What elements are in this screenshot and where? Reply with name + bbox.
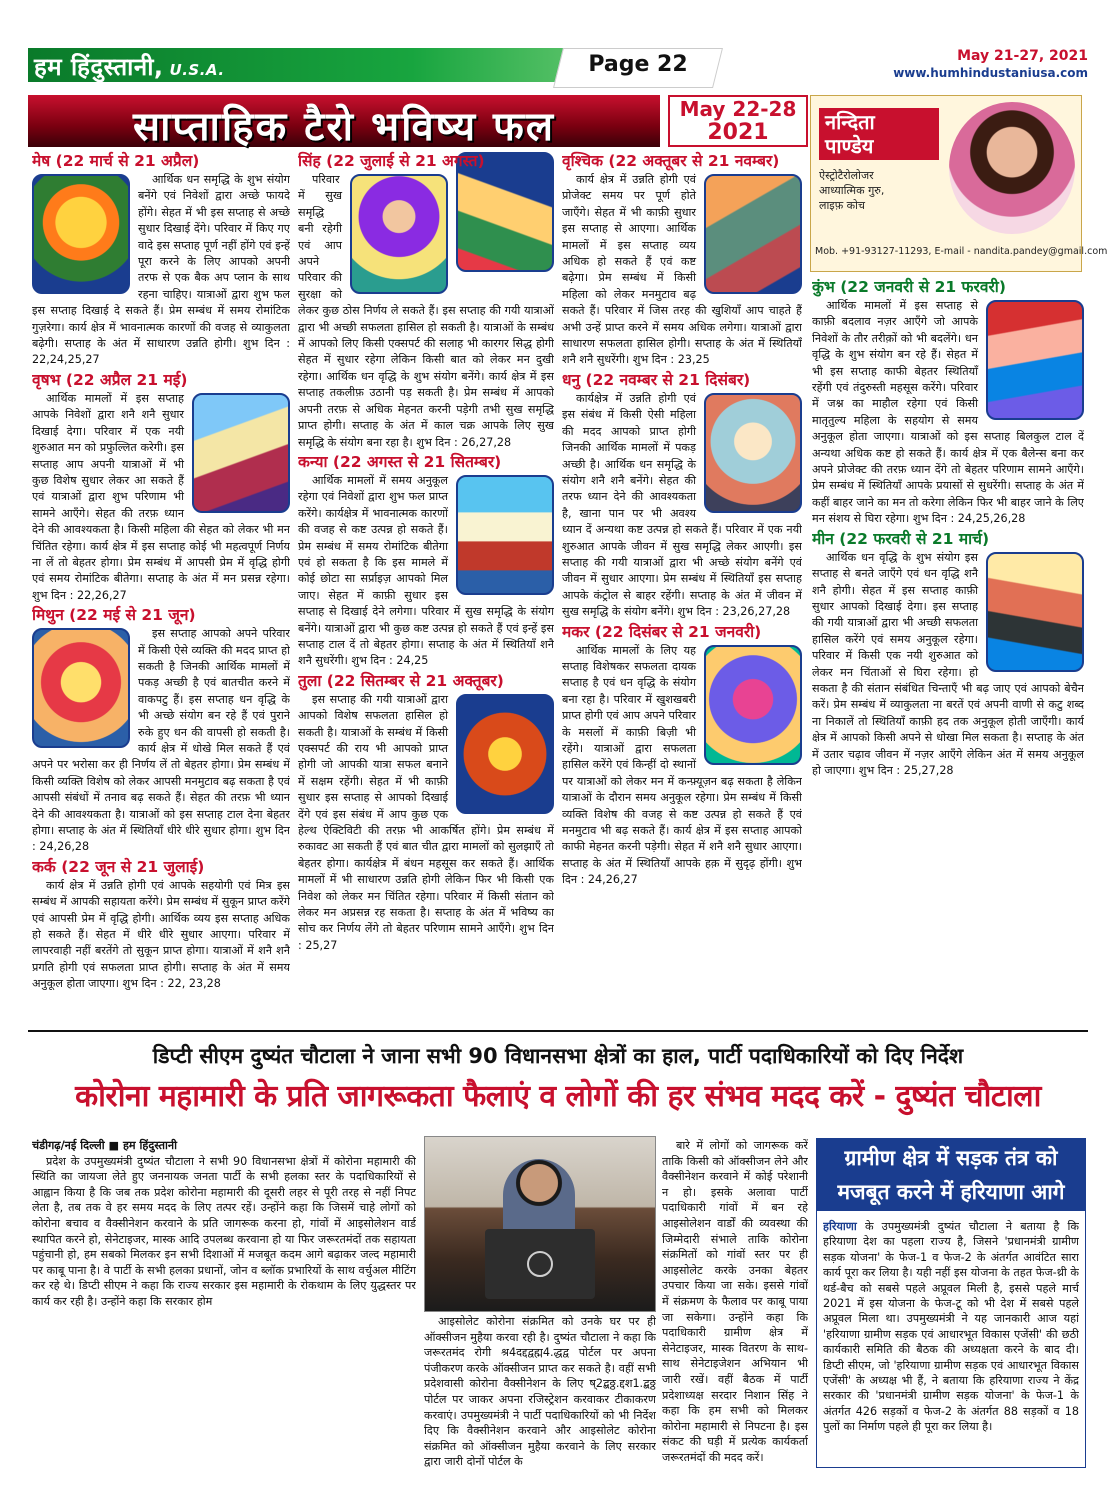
sign-text-kanya: आर्थिक मामलों में समय अनुकूल रहेगा एवं निवेशों द्वारा शुभ फल प्राप्त करेंगे। कार्यक्षेत्र में भावनात्मक कारणों की वजह से कष्ट उत्पन्न हो सकते हैं। प्रेम सम्बंध में समय रोमांटिक बीतेगा एवं हो सकता है कि इस मामले में कोई छोटा सा सर्प्राइज़ आपको मिल जाए। सेहत में काफ़ी सुधार इस सप्ताह से दिखाई देने लगेगा। परिवार में सुख समृद्धि के संयोग बनेंगे। यात्राओं द्वारा भी कुछ कष्ट उत्पन्न हो सकते हैं एवं इन्हें इस सप्ताह टाल दें तो बेहतर होगा। सप्ताह के अंत में स्थितियाँ शनै शनै सुधरेंगी। शुभ दिन : 24,25: [298, 473, 554, 668]
tarot-card-meen: [986, 552, 1084, 672]
photo-person: [503, 1159, 575, 1239]
news-kicker: डिप्टी सीएम दुष्यंत चौटाला ने जाना सभी 90 विधानसभा क्षेत्रों का हाल, पार्टी पदाधिकारियों को दिए निर्देश: [152, 1044, 964, 1068]
side-story-lead: हरियाणा: [823, 1220, 857, 1233]
author-last-name: पाण्डेय: [825, 134, 874, 158]
week-year: 2021: [707, 120, 769, 145]
sign-text-makar: आर्थिक मामलों के लिए यह सप्ताह विशेषकर सफलता दायक सप्ताह है एवं धन वृद्धि के संयोग बना रहा है। परिवार में खुशखबरी प्राप्त होगी एवं आप अपने परिवार के मसलों में काफ़ी बिज़ी भी रहेंगे। यात्राओं द्वारा सफलता हासिल करेंगे एवं किन्हीं दो स्थानों पर यात्राओं को लेकर मन में कन्फ़्यूज़न बढ़ सकता है लेकिन यात्राओं के दौरान समय अनुकूल रहेगा। प्रेम सम्बंध में किसी व्यक्ति विशेष की वजह से कष्ट उत्पन्न हो सकते हैं एवं मनमुटाव भी बढ़ सकते हैं। कार्य क्षेत्र में इस सप्ताह आपको काफी मेहनत करनी पड़ेगी। सेहत में शनै शनै सुधार आएगा। सप्ताह के अंत में स्थितियाँ आपके हक़ में सुदृढ़ होंगी। शुभ दिन : 24,26,27: [562, 643, 802, 887]
tarot-card-singh: [350, 174, 448, 294]
sign-text-vrishabh: आर्थिक मामलों में इस सप्ताह आपके निवेशों द्वारा शनै शनै सुधार दिखाई देगा। परिवार में एक नयी शुरुआत मन को प्रफुल्लित करेगी। इस सप्ताह आप अपनी यात्राओं में भी कुछ विशेष सुधार लेकर आ सकते हैं एवं यात्राओं द्वारा शुभ परिणाम भी सामने आएँगे। सेहत की तरफ़ ध्यान देने की आवश्यकता है। किसी महिला की सेहत को लेकर भी मन चिंतित रहेगा। कार्य क्षेत्र में इस सप्ताह कोई भी महत्वपूर्ण निर्णय ना लें तो बेहतर होगा। प्रेम सम्बंध में आपसी प्रेम में वृद्धि होगी एवं समय रोमांटिक बीतेगा। सप्ताह के अंत में मन प्रसन्न रहेगा। शुभ दिन : 22,26,27: [32, 391, 290, 602]
tarot-card-kanya: [456, 475, 554, 595]
sign-title-kanya: कन्या (22 अगस्त से 21 सितम्बर): [298, 452, 502, 471]
horoscope-column-2: [298, 150, 554, 1025]
website-link[interactable]: www.humhindustaniusa.com: [893, 66, 1088, 80]
author-contact: Mob. +91-93127-11293, E-mail - nandita.pandey@gmail.com: [815, 246, 1108, 257]
horoscope-column-3: [562, 150, 802, 1025]
author-name: [819, 108, 939, 160]
news-dateline: चंडीगढ़/नई दिल्ली ■ हम हिंदुस्तानी: [32, 1139, 178, 1152]
tarot-card-vrishabh: [192, 393, 290, 513]
author-first-name: नन्दिता: [825, 110, 875, 134]
sign-title-mesh: मेष (22 मार्च से 21 अप्रैल): [32, 152, 200, 170]
author-photo: [949, 102, 1075, 234]
sign-title-singh: सिंह (22 जुलाई से 21 अगस्त): [298, 152, 485, 170]
news-headline: कोरोना महामारी के प्रति जागरूकता फैलाएं व लोगों की हर संभव मदद करें - दुष्यंत चौटाला: [75, 1079, 1041, 1114]
tarot-card-mithun: [32, 628, 130, 748]
tarot-banner: [28, 95, 660, 150]
sign-title-kark: कर्क (22 जून से 21 जुलाई): [32, 857, 205, 876]
sign-text-singh: परिवार में सुख समृद्धि बनी रहेगी एवं आप अपने परिवार की सुरक्षा को लेकर कुछ ठोस निर्णय ले सकते हैं। इस सप्ताह की गयी यात्राओं द्वारा भी अच्छी सफलता हासिल हो सकती है। यात्राओं के सम्बंध में आपको लिए किसी एक्सपर्ट की सलाह भी कारगर सिद्ध होगी सेहत में सुधार रहेगा लेकिन किसी बात को लेकर मन दुखी रहेगा। आर्थिक धन वृद्धि के शुभ संयोग बनेंगे। कार्य क्षेत्र में इस सप्ताह तकलीफ़ उठानी पड़ सकती है। प्रेम सम्बंध में आपको अपनी तरफ़ से अधिक मेहनत करनी पड़ेगी तभी सुख समृद्धि प्राप्त होगी। सप्ताह के अंत में काल चक्र आपके लिए सुख समृद्धि के संयोग बना रहा है। शुभ दिन : 26,27,28: [298, 173, 554, 449]
sign-title-tula: तुला (22 सितम्बर से 21 अक्तूबर): [298, 671, 504, 690]
side-story-body: [823, 1219, 1079, 1465]
week-range: May 22-28: [679, 97, 797, 121]
sign-text-vrishchik: कार्य क्षेत्र में उन्नति होगी एवं प्रोजेक्ट समय पर पूर्ण होते जाएँगे। सेहत में भी काफ़ी सुधार इस सप्ताह से आएगा। आर्थिक मामलों में इस सप्ताह व्यय अधिक हो सकते हैं एवं कष्ट बढ़ेगा। प्रेम सम्बंध में किसी महिला को लेकर मनमुटाव बढ़ सकते हैं। परिवार में जिस तरह की खुशियाँ आप चाहते हैं अभी उन्हें प्राप्त करने में समय अधिक लगेगा। यात्राओं द्वारा साधारण सफलता हासिल होगी। सप्ताह के अंत में स्थितियाँ शनै शनै सुधरेंगी। शुभ दिन : 23,25: [562, 173, 802, 367]
news-column-2: [424, 1314, 656, 1478]
horoscope-column-4: [812, 276, 1084, 1025]
sign-title-makar: मकर (22 दिसंबर से 21 जनवरी): [562, 622, 762, 641]
newspaper-title: [34, 50, 225, 83]
sign-title-mithun: मिथुन (22 मई से 21 जून): [32, 606, 196, 625]
side-story: [816, 1138, 1086, 1468]
news-photo: [424, 1136, 656, 1312]
tarot-card-kumbh: [986, 300, 1084, 420]
news-text-2: आइसोलेट कोरोना संक्रमित को उनके घर पर ही ऑक्सीजन मुहैया करवा रही है। दुष्यंत चौटाला ने कहा कि जरूरतमंद रोगी श्र4दद्दद्वह्म4.द्धद्व पोर्टल पर अपना पंजीकरण करके ऑक्सीजन प्राप्त कर सकते है। वहीं सभी प्रदेशवासी कोरोना वैक्सीनेशन के लिए ष्2द्बठ्ठ.द्दश1.द्बठ्ठ पोर्टल पर जाकर अपना रजिस्ट्रेशन करवाकर टीकाकरण करवाएं। उपमुख्यमंत्री ने पार्टी पदाधिकारियों को भी निर्देश दिए कि वैक्सीनेशन करवाने और आइसोलेट कोरोना संक्रमित को ऑक्सीजन मुहैया करवाने के लिए सरकार द्वारा जारी दोनों पोर्टल के: [424, 1315, 656, 1469]
page-number: Page 22: [588, 52, 688, 77]
news-text-3: बारे में लोगों को जागरूक करें ताकि किसी को ऑक्सीजन लेने और वैक्सीनेशन करवाने में कोई परेशानी न हो। इसके अलावा पार्टी पदाधिकारी गांवों में बन रहे आइसोलेशन वार्डों की व्यवस्था की जिम्मेदारी संभाले ताकि कोरोना संक्रमितों को गांवों स्तर पर ही आइसोलेट करके उनका बेहतर उपचार किया जा सके। इससे गांवों में संक्रमण के फैलाव पर काबू पाया जा सकेगा। उन्होंने कहा कि पदाधिकारी ग्रामीण क्षेत्र में सेनेटाइजर, मास्क वितरण के साथ-साथ सेनेटाइजेशन अभियान भी जारी रखें। वहीं बैठक में पार्टी प्रदेशाध्यक्ष सरदार निशान सिंह ने कहा कि हम सभी को मिलकर कोरोना महामारी से निपटना है। इस संकट की घड़ी में प्रत्येक कार्यकर्ता जरूरतमंदों की मदद करें।: [662, 1139, 808, 1464]
newspaper-country: U.S.A.: [169, 61, 225, 79]
horoscope-column-1: [32, 150, 290, 1025]
author-box: [810, 95, 1108, 272]
sign-text-meen: आर्थिक धन वृद्धि के शुभ संयोग इस सप्ताह से बनते जाएँगे एवं धन वृद्धि शनै शनै होगी। सेहत में इस सप्ताह काफ़ी सुधार आपको दिखाई देगा। इस सप्ताह की गयी यात्राओं द्वारा भी अच्छी सफलता हासिल करेंगे एवं समय अनुकूल रहेगा। परिवार में किसी एक नयी शुरुआत को लेकर मन चिंताओं से घिरा रहेगा। हो सकता है की संतान संबंधित चिन्ताएँ भी बढ़ जाए एवं आपको बेचैन करें। प्रेम सम्बंध में व्याकुलता ना बरतें एवं अपनी वाणी से कटु शब्द ना निकालें तो स्थितियाँ काफ़ी हद तक अनुकूल होती जाएँगी। कार्य क्षेत्र में आपको किसी अपने से धोखा मिल सकता है। सप्ताह के अंत में उतार चढ़ाव जीवन में नज़र आएँगे लेकिन अंत में समय अनुकूल हो जाएगा। शुभ दिन : 25,27,28: [812, 550, 1084, 777]
tarot-card-makar: [704, 645, 802, 765]
author-role-2: आध्यात्मिक गुरु,: [819, 184, 885, 197]
news-column-1: [32, 1138, 416, 1478]
tarot-title: साप्ताहिक टैरो भविष्य फल: [133, 104, 555, 150]
tarot-card-tula: [456, 694, 554, 814]
week-box: [668, 95, 808, 147]
author-role: [819, 168, 939, 213]
sign-title-dhanu: धनु (22 नवम्बर से 21 दिसंबर): [562, 370, 751, 389]
sign-title-kumbh: कुंभ (22 जनवरी से 21 फरवरी): [812, 278, 1006, 296]
side-story-title: ग्रामीण क्षेत्र में सड़क तंत्र को मजबूत करने में हरियाणा आगे: [817, 1139, 1085, 1211]
sign-title-meen: मीन (22 फरवरी से 21 मार्च): [812, 529, 990, 548]
sign-title-vrishabh: वृषभ (22 अप्रैल 21 मई): [32, 370, 188, 389]
tarot-card-mesh: [32, 174, 130, 294]
author-role-1: ऐस्ट्रोटैरोलोजर: [819, 169, 874, 182]
author-role-3: लाइफ़ कोच: [819, 199, 865, 212]
sign-text-kark: कार्य क्षेत्र में उन्नति होगी एवं आपके सहयोगी एवं मित्र इस सम्बंध में आपकी सहायता करेंगे। प्रेम सम्बंध में सुकून प्राप्त करेंगे एवं आपसी प्रेम में वृद्धि होगी। आर्थिक व्यय इस सप्ताह अधिक हो सकते हैं। सेहत में धीरे धीरे सुधार आएगा। परिवार में लापरवाही नहीं बरतेंगे तो सुकून प्राप्त होगा। यात्राओं में शनै शनै प्रगति होगी एवं सफलता प्राप्त होगी। सप्ताह के अंत में समय अनुकूल होता जाएगा। शुभ दिन : 22, 23,28: [32, 878, 290, 991]
section-divider: [28, 1030, 1088, 1032]
issue-info: [893, 48, 1088, 82]
laptop-logo-icon: [527, 1251, 553, 1277]
sign-text-mesh: आर्थिक धन समृद्धि के शुभ संयोग बनेंगे एवं निवेशों द्वारा अच्छे फायदे होंगे। सेहत में भी इस सप्ताह से अच्छे सुधार दिखाई देंगे। परिवार में किए गए वादे इस सप्ताह पूर्ण नहीं होंगे एवं इन्हें पूरा करने के लिए आपको अपनी तरफ से एक बैक अप प्लान के साथ रहना चाहिए। यात्राओं द्वारा शुभ फल इस सप्ताह दिखाई दे सकते हैं। प्रेम सम्बंध में समय रोमांटिक गुज़रेगा। कार्य क्षेत्र में भावनात्मक कारणों की वजह से व्याकुलता बढ़ेगी। सप्ताह के अंत में साधारण उन्नति होगी। शुभ दिन : 22,24,25,27: [32, 173, 290, 367]
newspaper-name: हम हिंदुस्तानी,: [34, 53, 164, 81]
masthead: [28, 48, 1088, 86]
sign-text-tula: इस सप्ताह की गयी यात्राओं द्वारा आपको विशेष सफलता हासिल हो सकती है। यात्राओं के सम्बंध में किसी एक्सपर्ट की राय भी आपको प्राप्त होगी जो आपकी यात्रा सफल बनाने में सक्षम रहेंगी। सेहत में भी काफ़ी सुधार इस सप्ताह से आपको दिखाई देंगे एवं इस संबंध में आप कुछ एक हेल्थ ऐक्टिविटी की तरफ़ भी आकर्षित होंगे। प्रेम सम्बंध में रुकावट आ सकती हैं एवं बात चीत द्वारा मामलों को सुलझाएँ तो बेहतर होगा। कार्यक्षेत्र में बंधन महसूस कर सकते हैं। आर्थिक मामलों में भी साधारण उन्नति होगी लेकिन फिर भी किसी एक निवेश को लेकर मन चिंतित रहेगा। परिवार में किसी संतान को लेकर मन अप्रसन्न रह सकता है। सप्ताह के अंत में भविष्य का सोच कर निर्णय लेंगे तो बेहतर परिणाम सामने आएँगे। शुभ दिन : 25,27: [298, 692, 554, 952]
sign-title-vrishchik: वृश्चिक (22 अक्तूबर से 21 नवम्बर): [562, 152, 780, 170]
news-column-3: [662, 1138, 808, 1478]
news-text-1: प्रदेश के उपमुख्यमंत्री दुष्यंत चौटाला ने सभी 90 विधानसभा क्षेत्रों में कोरोना महामारी की स्थिति का जायजा लेते हुए जननायक जनता पार्टी के सभी हलका स्तर के पदाधिकारियों से आह्वान किया है कि जब तक प्रदेश कोरोना महामारी की दूसरी लहर से पूरी तरह से नहीं निपट लेता है, तब तक वे हर समय मदद के लिए तत्पर रहें। उन्होंने कहा कि जिसमें चाहे लोगों को कोरोना बचाव व वैक्सीनेशन करवाने के प्रति जागरूक करना हो, गांवों में आइसोलेशन वार्ड स्थापित करने हो, सेनेटाइजर, मास्क आदि उपलब्ध करवाना हो या फिर जरूरतमंदों तक सहायता पहुंचानी हो, हम सबको मिलकर इन सभी दिशाओं में मजबूत कदम आगे बढ़ाकर जल्द महामारी पर काबू पाना है। वे पार्टी के सभी हलका प्रधानों, जोन व ब्लॉक प्रभारियों के साथ वर्चुअल मीटिंग कर रहे थे। डिप्टी सीएम ने कहा कि राज्य सरकार इस महामारी के रोकथाम के लिए युद्धस्तर पर कार्य कर रही है। उन्होंने कहा कि सरकार होम: [32, 1154, 416, 1308]
sign-text-dhanu: कार्यक्षेत्र में उन्नति होगी एवं इस संबंध में किसी ऐसी महिला की मदद आपको प्राप्त होगी जिनकी आर्थिक मामलों में पकड़ अच्छी है। आर्थिक धन समृद्धि के संयोग शनै शनै बनेंगे। सेहत की तरफ ध्यान देने की आवश्यकता है, खाना पान पर भी अवश्य ध्यान दें अन्यथा कष्ट उत्पन्न हो सकते हैं। परिवार में एक नयी शुरुआत आपके जीवन में सुख समृद्धि लेकर आएगी। इस सप्ताह की गयी यात्राओं द्वारा भी अच्छे संयोग बनेंगे एवं जीवन में सुधार आएगा। प्रेम सम्बंध में स्थितियाँ इस सप्ताह आपके कंट्रोल से बाहर रहेंगी। सप्ताह के अंत में जीवन में सुख समृद्धि के संयोग बनेंगे। शुभ दिन : 23,26,27,28: [562, 391, 802, 619]
sign-text-mithun: इस सप्ताह आपको अपने परिवार में किसी ऐसे व्यक्ति की मदद प्राप्त हो सकती है जिनकी आर्थिक मामलों में पकड़ अच्छी है एवं बातचीत करने में वाकपटु हैं। इस सप्ताह धन वृद्धि के भी अच्छे संयोग बन रहे हैं एवं पुराने रुके हुए धन की वापसी हो सकती है। कार्य क्षेत्र में धोखे मिल सकते हैं एवं अपने पर भरोसा कर ही निर्णय लें तो बेहतर होगा। प्रेम सम्बंध में किसी व्यक्ति विशेष को लेकर आपसी मनमुटाव बढ़ सकता है एवं आपसी संबंधों में तनाव बढ़ सकते हैं। सेहत की तरफ़ भी ध्यान देने की आवश्यकता है। यात्राओं को इस सप्ताह टाल देना बेहतर होगा। सप्ताह के अंत में स्थितियाँ धीरे धीरे सुधार होगा। शुभ दिन : 24,26,28: [32, 627, 290, 854]
tarot-card-vrishchik: [704, 174, 802, 294]
sign-text-kumbh: आर्थिक मामलों में इस सप्ताह से काफ़ी बदलाव नज़र आएँगे जो आपके निवेशों के तौर तरीक़ों को भी बदलेंगे। धन वृद्धि के शुभ संयोग बन रहे हैं। सेहत में भी इस सप्ताह काफी बेहतर स्थितियाँ रहेंगी एवं तंदुरुस्ती महसूस करेंगे। परिवार में जश्न का माहौल रहेगा एवं किसी मातृतुल्य महिला के सहयोग से समय अनुकूल होता जाएगा। यात्राओं को इस सप्ताह बिलकुल टाल दें अन्यथा अधिक कष्ट हो सकते हैं। कार्य क्षेत्र में एक बैलेन्स बना कर अपने प्रोजेक्ट की तरफ़ ध्यान देंगे तो बेहतर परिणाम सामने आएँगे। प्रेम सम्बंध में स्थितियाँ आपके प्रयासों से सुधरेंगी। सप्ताह के अंत में कहीं बाहर जाने का मन तो करेगा लेकिन फिर भी बाहर जाने के लिए मन संशय से घिरा रहेगा। शुभ दिन : 24,25,26,28: [812, 299, 1084, 526]
tarot-card-dhanu: [704, 393, 802, 513]
side-story-text: के उपमुख्यमंत्री दुष्यंत चौटाला ने बताया है कि हरियाणा देश का पहला राज्य है, जिसने 'प्रधानमंत्री ग्रामीण सड़क योजना' के फेज-1 व फेज-2 के अंतर्गत आवंटित सारा कार्य पूरा कर लिया है। यही नहीं इस योजना के तहत फेज-थ्री के थर्ड-बैच को सबसे पहले अप्रूवल मिली है, इससे पहले मार्च 2021 में इस योजना के फेज-टू को भी देश में सबसे पहले अप्रूवल मिला था। उपमुख्यमंत्री ने यह जानकारी आज यहां 'हरियाणा ग्रामीण सड़क एवं आधारभूत विकास एजेंसी' की छठी कार्यकारी समिति की बैठक की अध्यक्षता करने के बाद दी। डिप्टी सीएम, जो 'हरियाणा ग्रामीण सड़क एवं आधारभूत विकास एजेंसी' के अध्यक्ष भी हैं, ने बताया कि हरियाणा राज्य ने केंद्र सरकार की 'प्रधानमंत्री ग्रामीण सड़क योजना' के फेज-1 के अंतर्गत 426 सड़कों व फेज-2 के अंतर्गत 88 सड़कों व 18 पुलों का निर्माण पहले ही पूरा कर लिया है।: [823, 1220, 1079, 1434]
issue-date: May 21-27, 2021: [957, 48, 1088, 64]
photo-laptop: [485, 1229, 595, 1299]
